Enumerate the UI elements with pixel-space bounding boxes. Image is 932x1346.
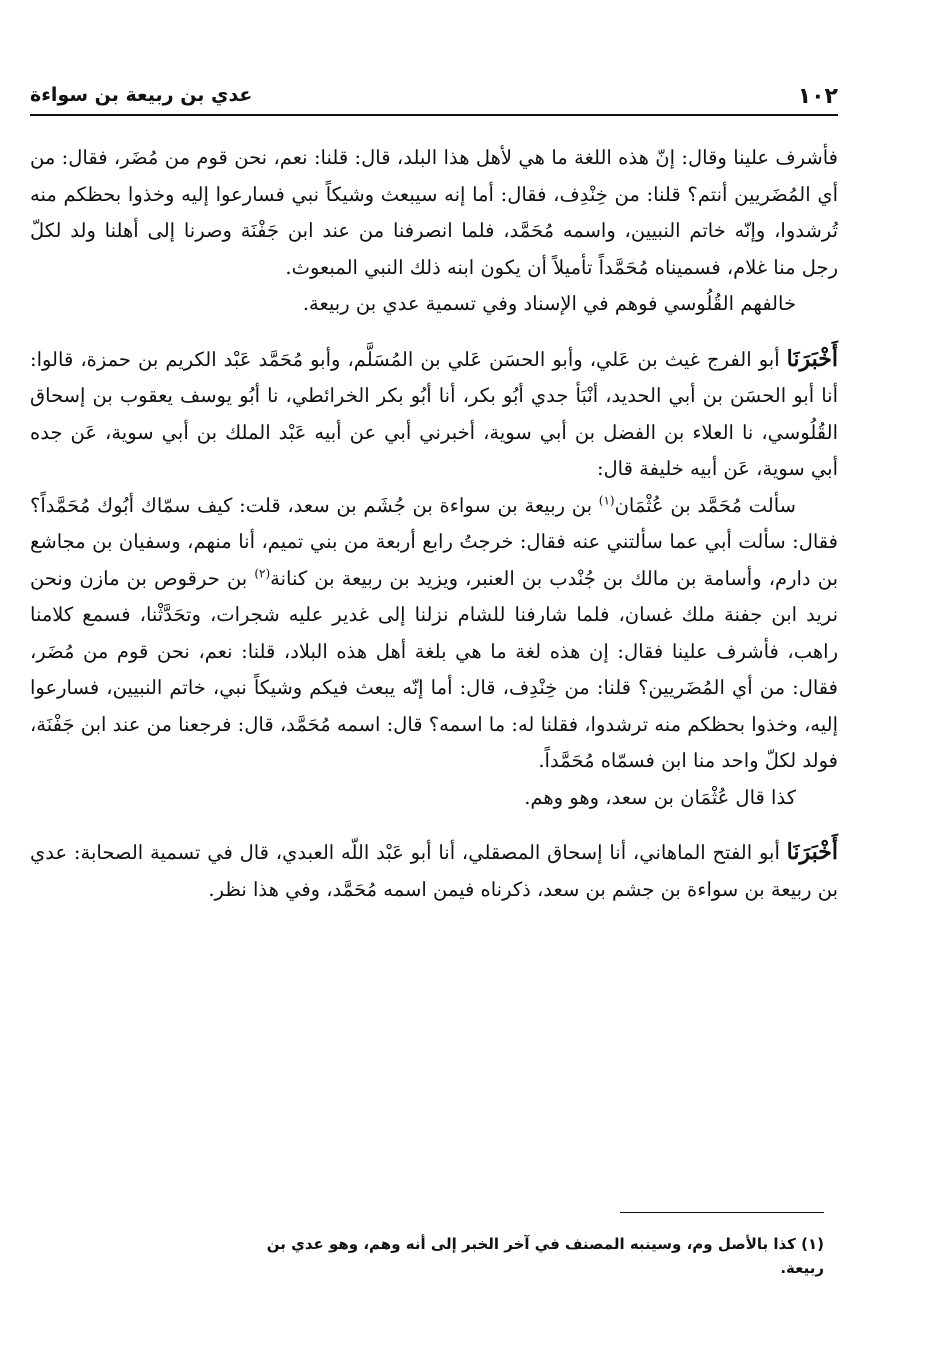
running-head	[30, 80, 838, 116]
page-number: ١٠٢	[797, 84, 838, 109]
paragraph-6	[30, 834, 838, 908]
footnote-marker-1[interactable]: (١)	[598, 493, 615, 507]
paragraph-5: كذا قال عُثْمَان بن سعد، وهو وهم.	[524, 785, 796, 809]
paragraph-3	[30, 341, 838, 488]
paragraph-3-text: أبو الفرج غيث بن عَلي، وأبو الحسَن عَلي بن المُسَلَّم، وأبو مُحَمَّد عَبْد الكريم بن حمزة، قالوا: أنا أبو الحسَن بن أبي الحديد، أنْبَأ جدي أبُو بكر، أنا أبُو بكر الخرائطي، نا أبُو يوسف يعقوب بن إسحاق القُلُوسي، نا العلاء بن الفضل بن أبي سوية، أخبرني أبي عن أبيه عَبْد الملك بن أبي سوية، عَن جده أبي سوية، عَن أبيه خليفة قال:	[30, 347, 838, 480]
akhbarana-keyword: أَخْبَرَنَا	[786, 839, 838, 865]
running-title: عدي بن ربيعة بن سواءة	[30, 84, 253, 106]
paragraph-gap	[30, 323, 838, 341]
footnote-separator	[620, 1212, 824, 1213]
paragraph-4-text-c: بن حرقوص بن مازن ونحن نريد ابن جفنة ملك غسان، فلما شارفنا للشام نزلنا إلى غدير عليه شجرات، وتحَدَّثْنا، فسمع كلامنا راهب، فأشرف علينا فقال: إن هذه لغة ما هي بلغة أهل هذه البلاد، قلنا: نعم، نحن قوم من مُضَر، فقال: من أي المُضَريين؟ قلنا: من خِنْدِف، قال: أما إنّه يبعث فيكم وشيكاً نبي، خاتم النبيين، فسارعوا إليه، وخذوا بحظكم منه ترشدوا، فقلنا له: ما اسمه؟ قال: اسمه مُحَمَّد، قال: فرجعنا من عند ابن جَفْنَة، فولد لكلّ واحد منا ابن فسمّاه مُحَمَّداً.	[30, 566, 838, 772]
akhbarana-keyword: أَخْبَرَنَا	[786, 345, 838, 372]
paragraph-4-text-a: سألت مُحَمَّد بن عُثْمَان	[614, 493, 796, 517]
paragraph-2: خالفهم القُلُوسي فوهم في الإسناد وفي تسمية عدي بن ربيعة.	[302, 292, 796, 315]
footnote-marker-2[interactable]: (٢)	[254, 566, 271, 580]
main-text	[30, 140, 838, 908]
paragraph-6-text: أبو الفتح الماهاني، أنا إسحاق المصقلي، أنا أبو عَبْد اللّه العبدي، قال في تسمية الصحابة: عدي بن ربيعة بن سواءة بن جشم بن سعد، ذكرناه فيمن اسمه مُحَمَّد، وفي هذا نظر.	[30, 841, 838, 901]
paragraph-4	[30, 488, 838, 780]
paragraph-1: فأشرف علينا وقال: إنّ هذه اللغة ما هي لأهل هذا البلد، قال: قلنا: نعم، نحن قوم من مُضَر، فقال: من أي المُضَريين أنتم؟ قلنا: من خِنْدِف، فقال: أما إنه سيبعث وشيكاً نبي فسارعوا إليه وخذوا بحظكم منه تُرشدوا، وإنّه خاتم النبيين، واسمه مُحَمَّد، فلما انصرفنا من عند ابن جَفْنَة وصرنا إلى أهلنا ولد لكلّ رجل منا غلام، فسميناه مُحَمَّداً تأميلاً أن يكون ابنه ذلك النبي المبعوث.	[30, 146, 838, 279]
paragraph-gap	[30, 816, 838, 834]
paragraph-4-text-b: بن ربيعة بن سواءة بن جُشَم بن سعد، قلت: كيف سمّاك أبُوك مُحَمَّداً؟ فقال: سألت أبي عما سألتني عنه فقال: خرجتُ رابع أربعة من بني تميم، أنا منهم، وسفيان بن مجاشع بن دارم، وأسامة بن مالك بن جُنْدب بن العنبر، ويزيد بن ربيعة بن كنانة	[30, 493, 839, 590]
footnote-1: (١) كذا بالأصل وم، وسينبه المصنف في آخر الخبر إلى أنه وهم، وهو عدي بن ربيعة.	[266, 1235, 824, 1277]
